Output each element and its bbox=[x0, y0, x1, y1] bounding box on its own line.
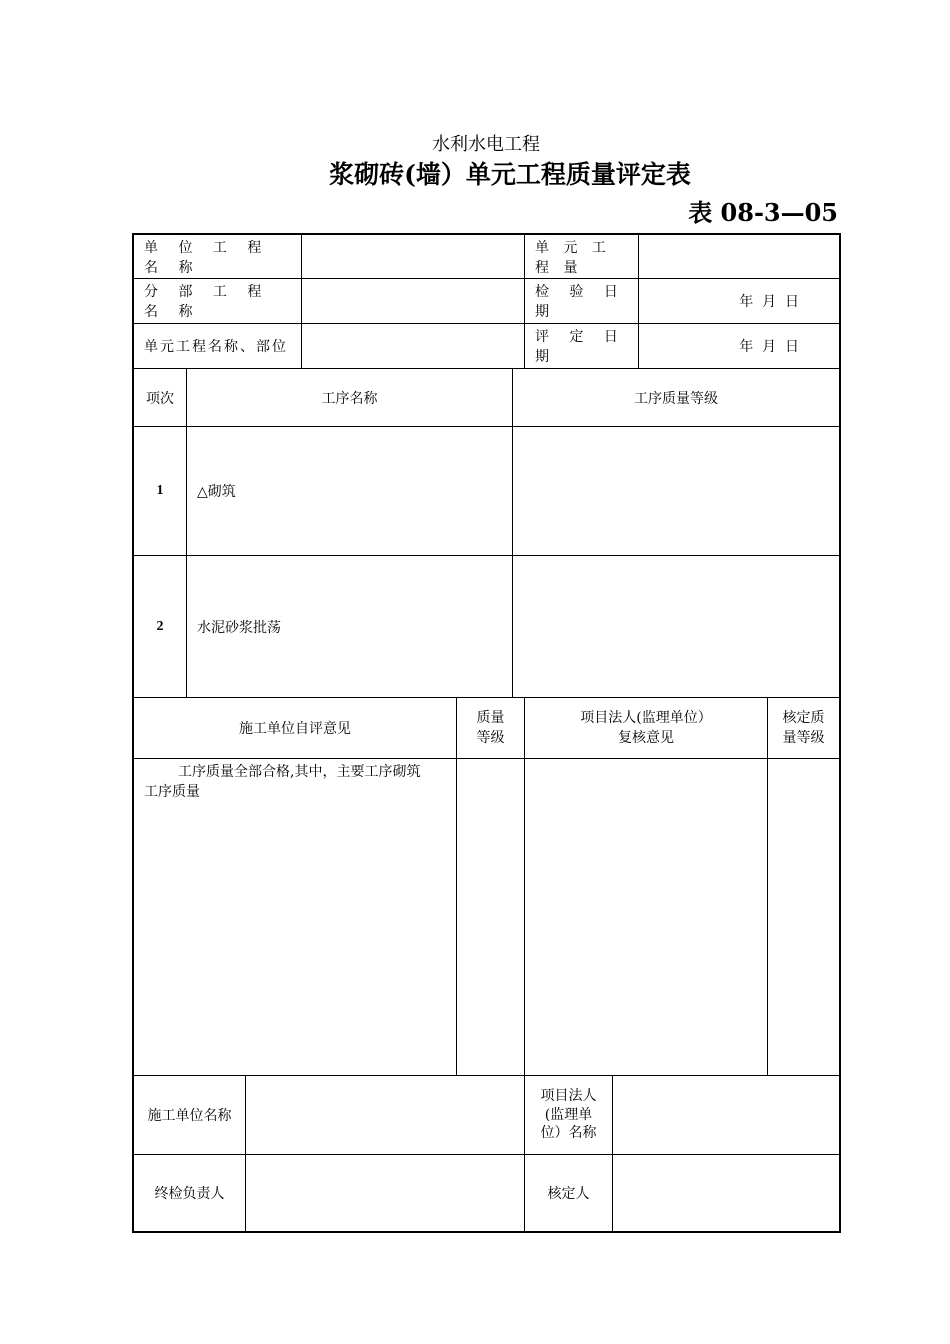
evaluation-table bbox=[132, 233, 841, 1233]
quality-grade-header-text: 质量等级 bbox=[476, 709, 505, 746]
evaluation-date-label: 评 定 日 期 bbox=[535, 329, 626, 365]
table-row-process-grade[interactable] bbox=[513, 556, 839, 697]
verifier-label: 核定人 bbox=[547, 1186, 590, 1202]
final-inspector-value[interactable] bbox=[246, 1155, 524, 1231]
evaluation-date-value[interactable]: 年 月 日 bbox=[739, 339, 799, 355]
element-quantity-value[interactable] bbox=[639, 235, 839, 278]
verifier-value[interactable] bbox=[613, 1155, 839, 1231]
subtitle: 水利水电工程 bbox=[432, 134, 540, 155]
owner-name-label-text: 项目法人(监理单位）名称 bbox=[540, 1087, 597, 1142]
owner-review-header-line2: 复核意见 bbox=[618, 730, 674, 746]
constructor-name-value[interactable] bbox=[246, 1076, 524, 1154]
inspection-date-label: 检 验 日 期 bbox=[535, 284, 626, 320]
self-evaluation-header: 施工单位自评意见 bbox=[239, 721, 351, 737]
owner-name-value[interactable] bbox=[613, 1076, 839, 1154]
table-row-process-name: △砌筑 bbox=[197, 484, 236, 500]
table-row-index: 1 bbox=[156, 483, 164, 498]
item-index-header: 项次 bbox=[146, 390, 174, 407]
sub-project-name-label: 分 部 工 程 名 称 bbox=[144, 284, 270, 320]
form-number: 表 08-3—05 bbox=[688, 198, 838, 227]
process-grade-header: 工序质量等级 bbox=[634, 390, 718, 407]
verified-grade-value[interactable] bbox=[768, 759, 839, 1075]
inspection-date-value[interactable]: 年 月 日 bbox=[739, 294, 799, 310]
self-evaluation-text-line2: 工序质量 bbox=[144, 784, 200, 800]
self-evaluation-text-line1: 工序质量全部合格,其中，主要工序砌筑 bbox=[178, 764, 421, 780]
table-row-index: 2 bbox=[156, 618, 164, 634]
quality-grade-value[interactable] bbox=[457, 759, 524, 1075]
owner-review-header-line1: 项目法人(监理单位） bbox=[580, 709, 712, 726]
unit-project-name-value[interactable] bbox=[302, 235, 524, 278]
final-inspector-label: 终检负责人 bbox=[154, 1186, 225, 1202]
constructor-name-label: 施工单位名称 bbox=[147, 1108, 232, 1124]
element-quantity-label: 单 元 工 程 量 bbox=[535, 239, 611, 276]
unit-project-name-label: 单 位 工 程 名 称 bbox=[144, 239, 270, 276]
element-name-location-value[interactable] bbox=[302, 324, 524, 368]
owner-review-header bbox=[525, 698, 767, 758]
element-name-location-label: 单元工程名称、部位 bbox=[144, 339, 288, 355]
quality-grade-header bbox=[457, 698, 524, 758]
table-row-process-name: 水泥砂浆批荡 bbox=[197, 619, 281, 636]
verified-grade-header-text: 核定质量等级 bbox=[782, 709, 825, 746]
owner-name-label bbox=[525, 1076, 612, 1154]
process-name-header: 工序名称 bbox=[321, 390, 378, 407]
table-row-process-grade[interactable] bbox=[513, 427, 839, 555]
verified-grade-header bbox=[768, 698, 839, 758]
page-title: 浆砌砖(墙）单元工程质量评定表 bbox=[329, 160, 691, 189]
sub-project-name-value[interactable] bbox=[302, 279, 524, 323]
owner-review-value[interactable] bbox=[525, 759, 767, 1075]
